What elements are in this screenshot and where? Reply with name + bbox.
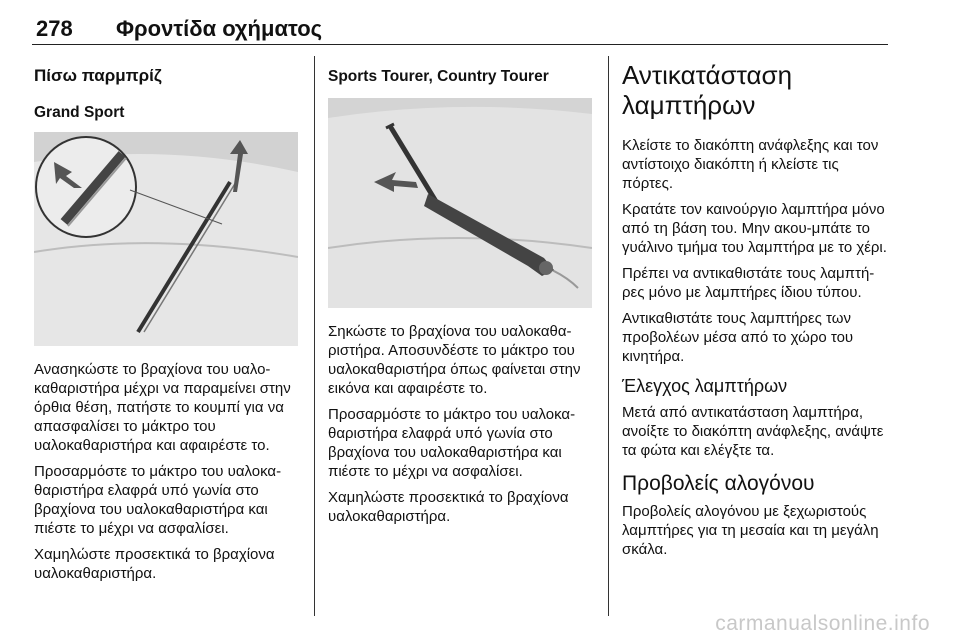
paragraph-4: Αντικαθιστάτε τους λαμπτήρες των προβολέων μέσα από το χώρο του κινητήρα. xyxy=(622,310,854,365)
column-divider-2 xyxy=(608,56,609,616)
illustration-sports-tourer-wiper xyxy=(328,98,592,308)
column-divider-1 xyxy=(314,56,315,616)
chapter-title: Φροντίδα οχήματος xyxy=(116,16,323,41)
halogen-text: Προβολείς αλογόνου με ξεχωριστούς λαμπτήρες για τη μεσαία και τη μεγάλη σκάλα. xyxy=(622,503,879,558)
paragraph-1: Κλείστε το διακόπτη ανάφλεξης και τον αντίστοιχο διακόπτη ή κλείστε τις πόρτες. xyxy=(622,137,879,192)
illustration-grand-sport-wiper xyxy=(34,132,298,346)
paragraph-2: Κρατάτε τον καινούργιο λαμπτήρα μόνο από τη βάση του. Μην ακου-μπάτε το γυάλινο τμήμα του λαμπτήρα με το χέρι. xyxy=(622,201,887,256)
bulb-check-text: Μετά από αντικατάσταση λαμπτήρα, ανοίξτε το διακόπτη ανάφλεξης, ανάψτε τα φώτα και ελέγξτε τα. xyxy=(622,404,884,459)
section-title-rear-window: Πίσω παρμπρίζ xyxy=(34,66,162,85)
paragraph-2: Προσαρμόστε το μάκτρο του υαλοκα-θαριστήρα ελαφρά υπό γωνία στο βραχίονα του υαλοκαθαριστήρα και πιέστε το μέχρι να ασφαλίσει. xyxy=(328,406,576,480)
page-number: 278 xyxy=(36,16,73,41)
column-rear-window-grand-sport xyxy=(34,60,300,590)
column-sports-tourer xyxy=(328,60,594,533)
section-title-bulb-replacement: Αντικατάσταση λαμπτήρων xyxy=(622,60,793,120)
paragraph-2: Προσαρμόστε το μάκτρο του υαλοκα-θαριστήρα ελαφρά υπό γωνία στο βραχίονα του υαλοκαθαριστήρα και πιέστε το μέχρι να ασφαλίσει. xyxy=(34,463,282,537)
watermark: carmanualsonline.info xyxy=(715,612,930,635)
paragraph-3: Χαμηλώστε προσεκτικά το βραχίονα υαλοκαθαριστήρα. xyxy=(34,546,275,582)
subtitle-sports-tourer: Sports Tourer, Country Tourer xyxy=(328,68,549,85)
paragraph-1: Ανασηκώστε το βραχίονα του υαλο-καθαριστήρα μέχρι να παραμείνει στην όρθια θέση, πατήστε το κουμπί για να απασφαλίσει το μάκτρο του υαλοκαθαριστήρα και αφαιρέστε το. xyxy=(34,361,291,454)
column-bulb-replacement xyxy=(622,60,892,566)
subsection-title-bulb-check: Έλεγχος λαμπτήρων xyxy=(622,376,788,396)
paragraph-3: Χαμηλώστε προσεκτικά το βραχίονα υαλοκαθαριστήρα. xyxy=(328,489,569,525)
subsection-title-halogen: Προβολείς αλογόνου xyxy=(622,472,815,495)
paragraph-3: Πρέπει να αντικαθιστάτε τους λαμπτή-ρες μόνο με λαμπτήρες ίδιου τύπου. xyxy=(622,265,875,301)
paragraph-1: Σηκώστε το βραχίονα του υαλοκαθα-ριστήρα. Αποσυνδέστε το μάκτρο του υαλοκαθαριστήρα όπως φαίνεται στην εικόνα και αφαιρέστε το. xyxy=(328,323,581,397)
page-header xyxy=(32,14,888,45)
subtitle-grand-sport: Grand Sport xyxy=(34,104,125,121)
